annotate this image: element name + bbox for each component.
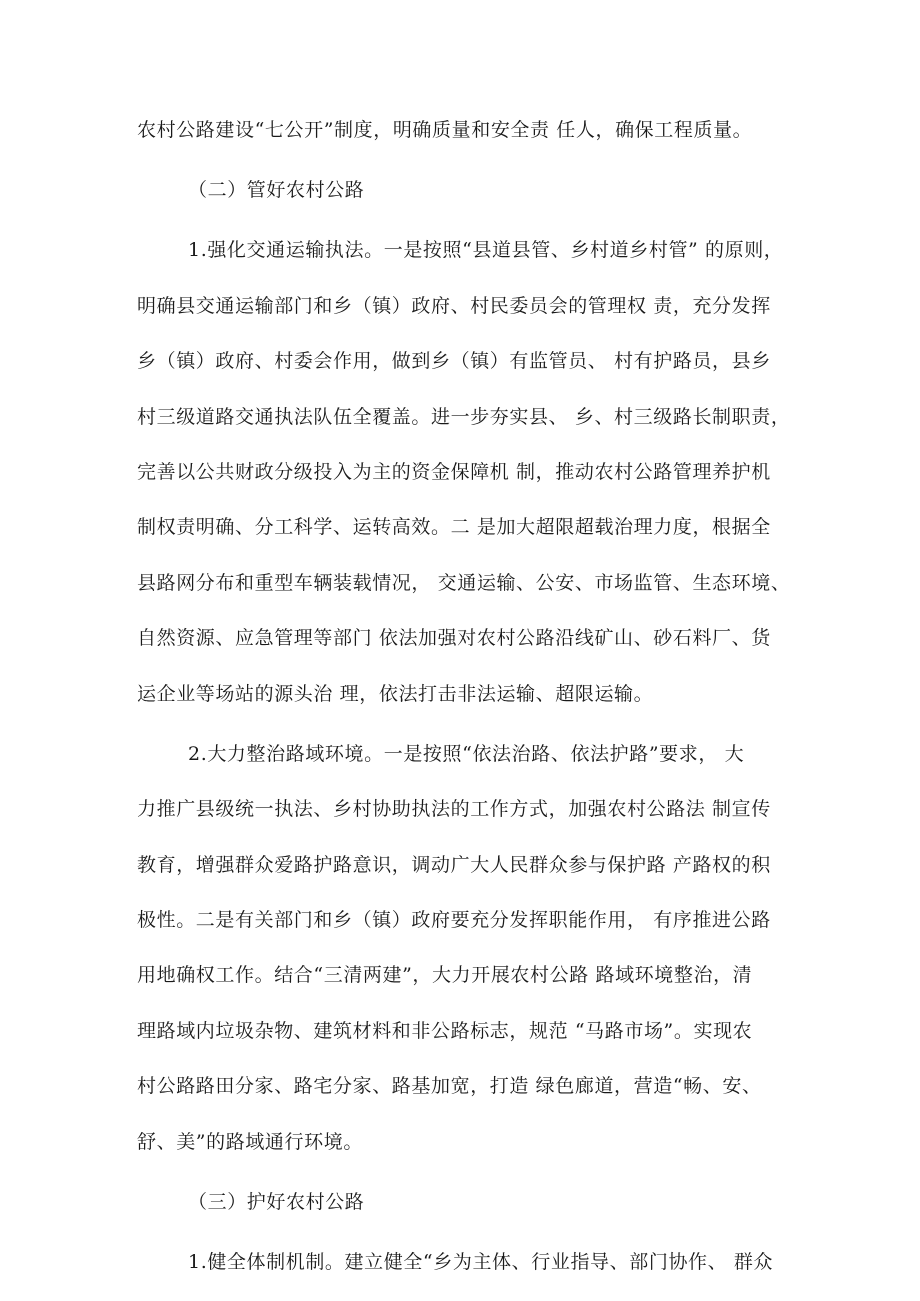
text-line: 用地确权工作。结合“三清两建”，大力开展农村公路 路域环境整治，清 — [137, 964, 753, 986]
text-line: 1.健全体制机制。建立健全“乡为主体、行业指导、部门协作、 群众 — [188, 1251, 774, 1273]
text-line: 运企业等场站的源头治 理，依法打击非法运输、超限运输。 — [137, 683, 654, 705]
section-heading: （二）管好农村公路 — [188, 179, 365, 201]
text-line: 自然资源、应急管理等部门 依法加强对农村公路沿线矿山、砂石料厂、货 — [137, 627, 771, 649]
text-line: 村公路路田分家、路宅分家、路基加宽，打造 绿色廊道，营造“畅、安、 — [137, 1075, 762, 1097]
text-line: 乡（镇）政府、村委会作用，做到乡（镇）有监管员、 村有护路员，县乡 — [137, 350, 771, 372]
text-line: 制权责明确、分工科学、运转高效。二 是加大超限超载治理力度，根据全 — [137, 516, 771, 538]
text-line: 理路域内垃圾杂物、建筑材料和非公路标志，规范 “马路市场”。实现农 — [137, 1020, 753, 1042]
text-line: 力推广县级统一执法、乡村协助执法的工作方式，加强农村公路法 制宣传 — [137, 798, 771, 820]
text-line: 县路网分布和重型车辆装载情况， 交通运输、公安、市场监管、生态环境、 — [137, 572, 791, 594]
text-line: 农村公路建设“七公开”制度，明确质量和安全责 任人，确保工程质量。 — [137, 119, 753, 141]
text-line: 极性。二是有关部门和乡（镇）政府要充分发挥职能作用， 有序推进公路 — [137, 909, 771, 931]
text-line: 村三级道路交通执法队伍全覆盖。进一步夯实县、 乡、村三级路长制职责， — [137, 406, 791, 428]
text-line: 1.强化交通运输执法。一是按照“县道县管、乡村道乡村管” 的原则， — [188, 239, 784, 261]
section-heading: （三）护好农村公路 — [188, 1191, 365, 1213]
text-line: 明确县交通运输部门和乡（镇）政府、村民委员会的管理权 责，充分发挥 — [137, 295, 771, 317]
text-line: 完善以公共财政分级投入为主的资金保障机 制，推动农村公路管理养护机 — [137, 461, 771, 483]
text-line: 舒、美”的路域通行环境。 — [137, 1131, 363, 1153]
text-line: 教育，增强群众爱路护路意识，调动广大人民群众参与保护路 产路权的积 — [137, 854, 771, 876]
text-line: 2.大力整治路域环境。一是按照“依法治路、依法护路”要求， 大 — [188, 743, 745, 765]
